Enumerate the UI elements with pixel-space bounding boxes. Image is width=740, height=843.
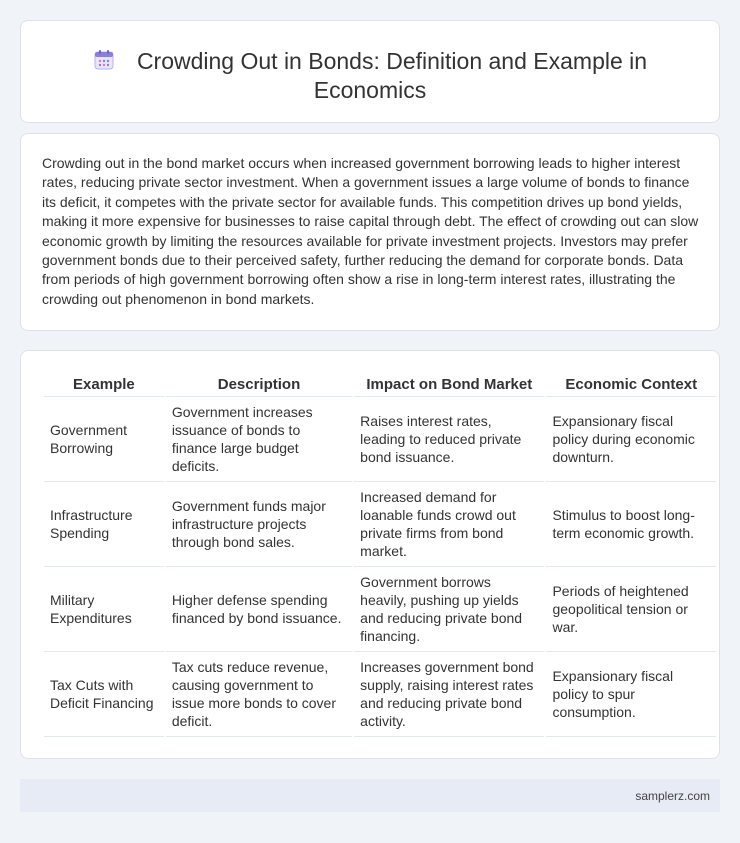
column-header-description: Description <box>166 373 352 397</box>
column-header-impact: Impact on Bond Market <box>354 373 544 397</box>
table-card <box>20 350 720 759</box>
cell-impact: Raises interest rates, leading to reduced private bond issuance. <box>354 397 544 482</box>
cell-impact: Increased demand for loanable funds crowd out private firms from bond market. <box>354 482 544 567</box>
summary-paragraph: Crowding out in the bond market occurs when increased government borrowing leads to higher interest rates, reducing private sector investment. When a government issues a large volume of bonds to finance its deficit, it competes with the private sector for available funds. This competition drives up bond yields, making it more expensive for businesses to raise capital through debt. The effect of crowding out can slow economic growth by limiting the resources available for private investment projects. Investors may prefer government bonds due to their perceived safety, further reducing the demand for corporate bonds. Data from periods of high government borrowing often show a rise in long-term interest rates, illustrating the crowding out phenomenon in bond markets. <box>42 155 699 307</box>
footer-site-link[interactable]: samplerz.com <box>635 789 710 803</box>
page-title-wrap <box>21 47 719 105</box>
cell-description: Government funds major infrastructure projects through bond sales. <box>166 482 352 567</box>
cell-context: Periods of heightened geopolitical tension or war. <box>546 567 716 652</box>
cell-impact: Increases government bond supply, raising interest rates and reducing private bond activity. <box>354 652 544 737</box>
cell-description: Government increases issuance of bonds to finance large budget deficits. <box>166 397 352 482</box>
table-row <box>44 567 716 652</box>
footer-bar <box>20 779 720 812</box>
cell-context: Expansionary fiscal policy during economic downturn. <box>546 397 716 482</box>
cell-description: Higher defense spending financed by bond issuance. <box>166 567 352 652</box>
column-header-example: Example <box>44 373 164 397</box>
page-title: Crowding Out in Bonds: Definition and Example in Economics <box>136 48 648 103</box>
column-header-context: Economic Context <box>546 373 716 397</box>
table-row <box>44 652 716 737</box>
cell-description: Tax cuts reduce revenue, causing government to issue more bonds to cover deficit. <box>166 652 352 737</box>
table-row <box>44 482 716 567</box>
title-card <box>20 20 720 123</box>
table-header-row <box>44 373 716 397</box>
cell-context: Expansionary fiscal policy to spur consumption. <box>546 652 716 737</box>
cell-example: Infrastructure Spending <box>44 482 164 567</box>
examples-table <box>42 373 718 737</box>
cell-example: Military Expenditures <box>44 567 164 652</box>
summary-card <box>20 133 720 331</box>
table-row <box>44 397 716 482</box>
cell-example: Tax Cuts with Deficit Financing <box>44 652 164 737</box>
calendar-icon <box>93 49 115 71</box>
cell-context: Stimulus to boost long-term economic growth. <box>546 482 716 567</box>
cell-example: Government Borrowing <box>44 397 164 482</box>
cell-impact: Government borrows heavily, pushing up yields and reducing private bond financing. <box>354 567 544 652</box>
